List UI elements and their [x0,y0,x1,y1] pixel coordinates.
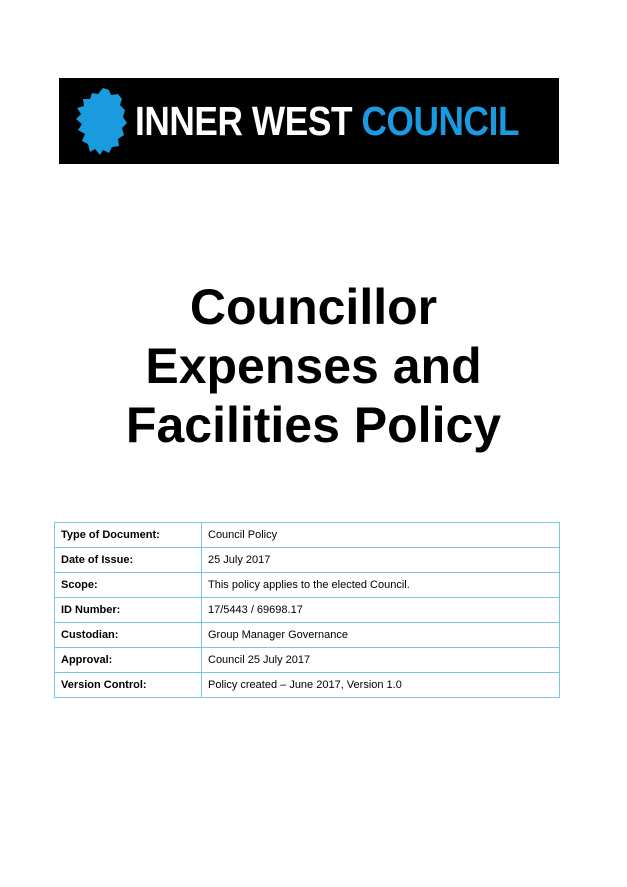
version-control-value: Policy created – June 2017, Version 1.0 [202,673,560,698]
table-row [55,523,560,548]
logo-word-inner-west: INNER WEST [135,97,353,144]
table-row [55,623,560,648]
table-row [55,648,560,673]
table-row [55,598,560,623]
table-row [55,673,560,698]
title-line: Expenses and [145,338,482,394]
title-line: Councillor [189,279,438,335]
id-number-label: ID Number: [55,598,202,623]
scope-value: This policy applies to the elected Council. [202,573,560,598]
table-row [55,548,560,573]
scope-label: Scope: [55,573,202,598]
logo-wordmark [135,97,520,144]
id-number-value: 17/5443 / 69698.17 [202,598,560,623]
custodian-label: Custodian: [55,623,202,648]
type-of-document-value: Council Policy [202,523,560,548]
approval-value: Council 25 July 2017 [202,648,560,673]
title-line: Facilities Policy [125,397,502,453]
logo-word-council: COUNCIL [361,97,520,144]
date-of-issue-label: Date of Issue: [55,548,202,573]
council-logo [59,78,559,164]
table-row [55,573,560,598]
approval-label: Approval: [55,648,202,673]
document-details-table [54,522,560,698]
version-control-label: Version Control: [55,673,202,698]
date-of-issue-value: 25 July 2017 [202,548,560,573]
type-of-document-label: Type of Document: [55,523,202,548]
custodian-value: Group Manager Governance [202,623,560,648]
inner-west-map-icon [73,86,129,156]
document-title [0,278,627,455]
